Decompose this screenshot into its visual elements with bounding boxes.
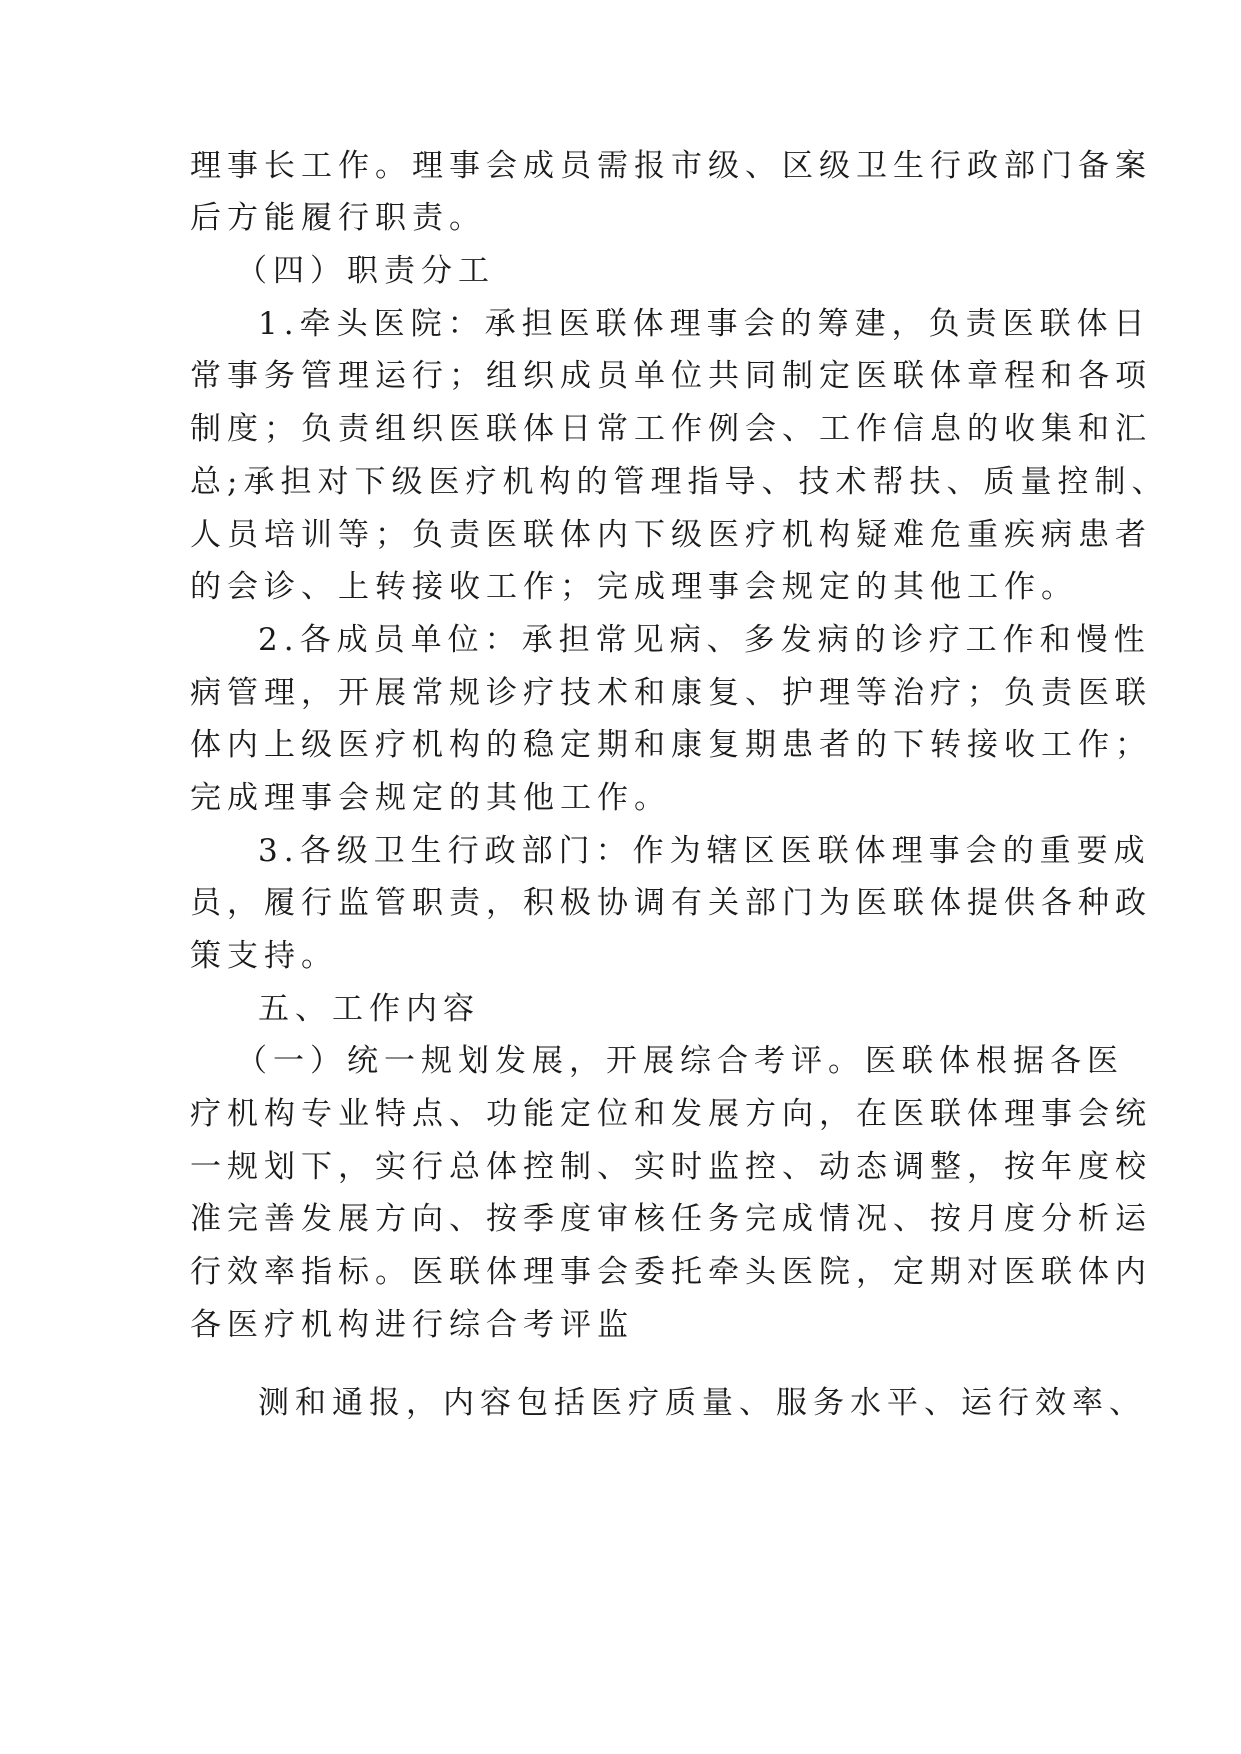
text-line: 测和通报，内容包括医疗质量、服务水平、运行效率、 <box>258 1385 1146 1421</box>
text-line: 完成理事会规定的其他工作。 <box>190 780 671 816</box>
text-line: 各医疗机构进行综合考评监 <box>190 1307 634 1343</box>
text-line: 3.各级卫生行政部门：作为辖区医联体理事会的重要成 <box>258 833 1151 869</box>
text-line: 员，履行监管职责，积极协调有关部门为医联体提供各种政 <box>190 885 1152 921</box>
text-line: 制度；负责组织医联体日常工作例会、工作信息的收集和汇 <box>190 411 1152 447</box>
text-line: 理事长工作。理事会成员需报市级、区级卫生行政部门备案 <box>190 148 1152 184</box>
text-line: 1.牵头医院：承担医联体理事会的筹建，负责医联体日 <box>258 306 1151 342</box>
text-line: 准完善发展方向、按季度审核任务完成情况、按月度分析运 <box>190 1201 1152 1237</box>
text-line: 人员培训等；负责医联体内下级医疗机构疑难危重疾病患者 <box>190 517 1152 553</box>
text-line: 行效率指标。医联体理事会委托牵头医院，定期对医联体内 <box>190 1254 1152 1290</box>
text-line: 的会诊、上转接收工作；完成理事会规定的其他工作。 <box>190 569 1078 605</box>
section-heading: 五、工作内容 <box>258 991 480 1027</box>
text-line: 总;承担对下级医疗机构的管理指导、技术帮扶、质量控制、 <box>190 464 1169 500</box>
text-line: 一规划下，实行总体控制、实时监控、动态调整，按年度校 <box>190 1149 1152 1185</box>
text-line: 病管理，开展常规诊疗技术和康复、护理等治疗；负责医联 <box>190 675 1152 711</box>
text-line: 2.各成员单位：承担常见病、多发病的诊疗工作和慢性 <box>258 622 1151 658</box>
text-line: 常事务管理运行；组织成员单位共同制定医联体章程和各项 <box>190 358 1152 394</box>
subsection-heading: （一）统一规划发展，开展综合考评。医联体根据各医 <box>236 1043 1124 1079</box>
text-line: 体内上级医疗机构的稳定期和康复期患者的下转接收工作； <box>190 727 1152 763</box>
text-line: 后方能履行职责。 <box>190 200 486 236</box>
text-line: 策支持。 <box>190 938 338 974</box>
section-heading: （四）职责分工 <box>236 253 495 289</box>
text-line: 疗机构专业特点、功能定位和发展方向，在医联体理事会统 <box>190 1096 1152 1132</box>
